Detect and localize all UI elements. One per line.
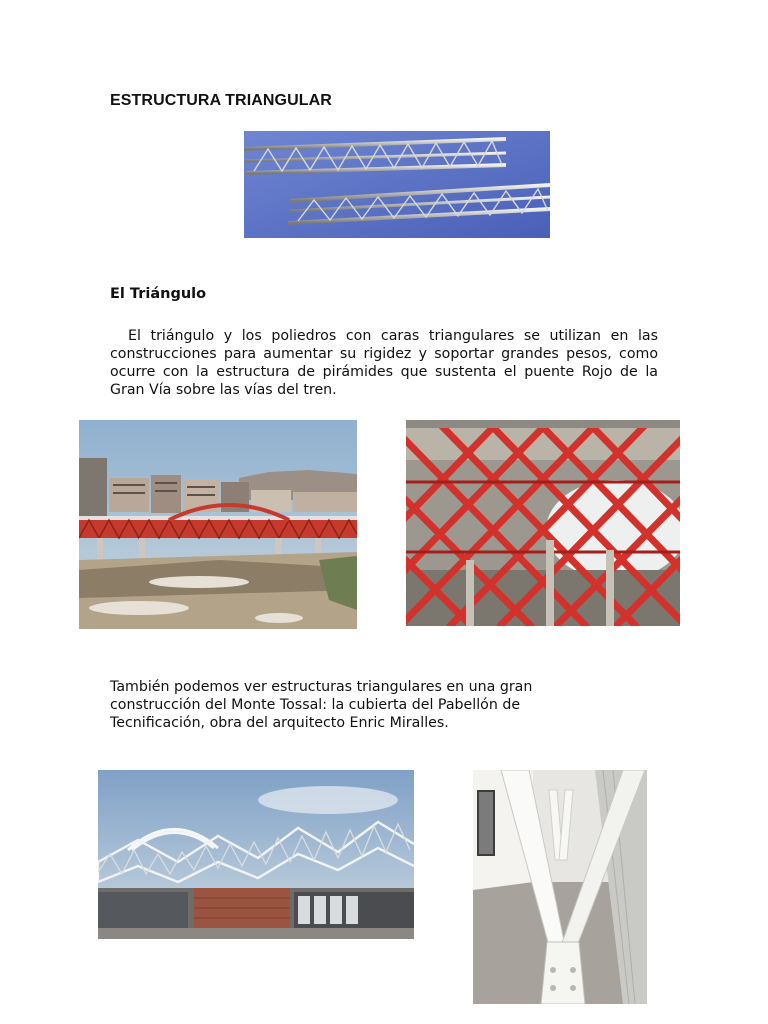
- section-heading: El Triángulo: [110, 286, 207, 302]
- interior-column-photo: [473, 770, 647, 1004]
- paragraph-tossal: También podemos ver estructuras triangulares en una gran construcción del Monte Tossal: la cubierta del Pabellón de Tecnificación, obra del arquitecto Enric Miralles.: [110, 679, 533, 731]
- document-title: ESTRUCTURA TRIANGULAR: [110, 92, 332, 109]
- pavilion-roof-photo: [98, 770, 414, 939]
- red-bridge-photo: [79, 420, 357, 629]
- paragraph-triangle: [110, 327, 658, 399]
- paragraph-1-text: El triángulo y los poliedros con caras triangulares se utilizan en las construcciones para aumentar su rigidez y soportar grandes pesos, como ocurre con la estructura de pirámides que sustenta el puente Rojo de la Gran Vía sobre las vías del tren.: [110, 328, 658, 398]
- red-lattice-photo: [406, 420, 680, 626]
- truss-beams-photo: [244, 131, 550, 238]
